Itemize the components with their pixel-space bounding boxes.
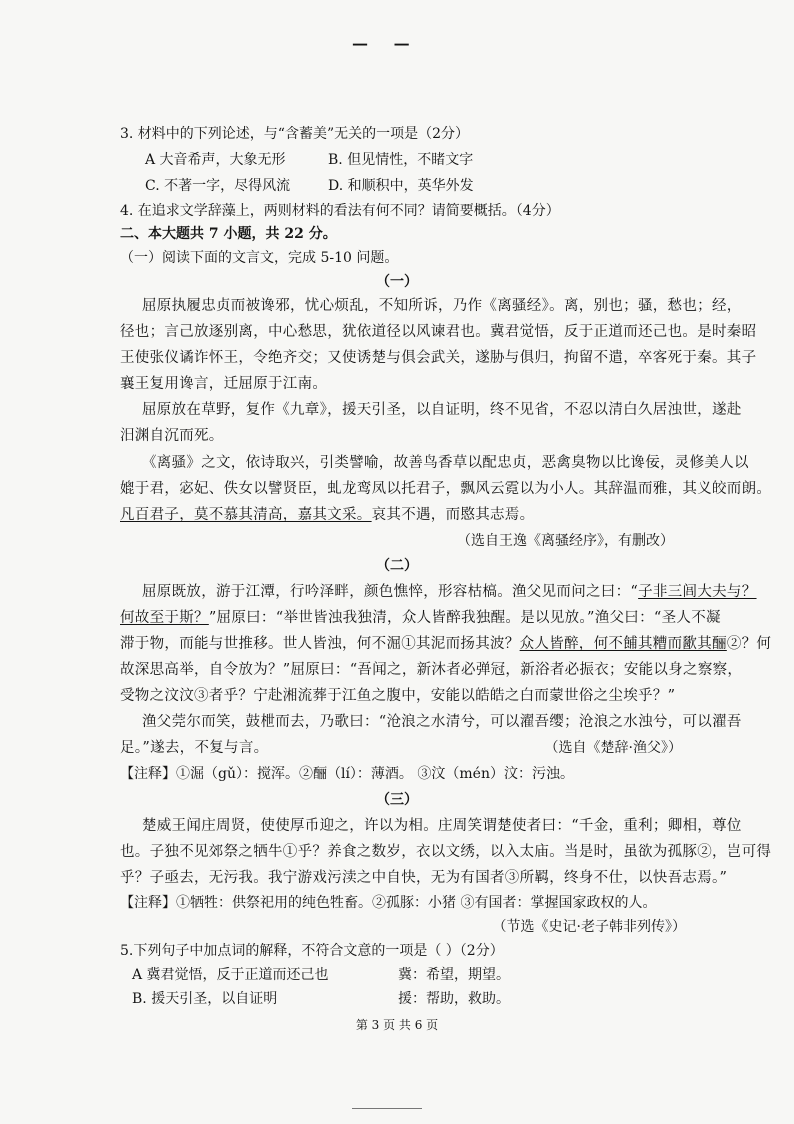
q3-stem: 3. 材料中的下列论述，与“含蓄美”无关的一项是（2分） <box>120 126 470 142</box>
passage2-text: 屈原既放，游于江潭，行吟泽畔，颜色憔悴，形容枯槁。渔父见而问之曰：“ <box>142 584 639 600</box>
passage2-line-5: 受物之汶汶③者乎？宁赴湘流葬于江鱼之腹中，安能以皓皓之白而蒙世俗之尘埃乎？” <box>120 688 676 704</box>
passage3-notes: 【注释】①牺牲：供祭祀用的纯色牲畜。②孤豚：小猪 ③有国者：掌握国家政权的人。 <box>120 895 657 911</box>
q4-stem: 4. 在追求文学辞藻上，两则材料的看法有何不同？请简要概括。（4分） <box>120 203 560 219</box>
passage2-line-3 <box>120 634 771 654</box>
passage2-heading: （二） <box>376 558 418 574</box>
passage1-line: 屈原执履忠贞而被谗邪，忧心烦乱，不知所诉，乃作《离骚经》。离，别也；骚，愁也；经， <box>142 298 742 314</box>
passage2-text: ”屈原曰：“举世皆浊我独清，众人皆醉我独醒。是以见放。”渔父曰：“圣人不凝 <box>208 610 721 626</box>
q5-option-b-gloss: 援：帮助，救助。 <box>398 991 510 1007</box>
passage1-line: 王使张仪谲诈怀王，令绝齐交；又使诱楚与俱会武关，遂胁与俱归，拘留不遣，卒客死于秦。其子 <box>120 350 757 366</box>
passage2-underlined-phrase: 子非三闾大夫与？ <box>638 584 757 600</box>
passage1-last-line-rest: 哀其不遇，而愍其志焉。 <box>371 507 535 523</box>
q5-option-b-text: B. 援天引圣，以自证明 <box>132 991 278 1007</box>
passage1-line: 媲于君，宓妃、佚女以譬贤臣，虬龙鸾凤以托君子，飘风云霓以为小人。其辞温而雅，其义皎而朗。 <box>120 481 772 497</box>
subsection1-title: （一）阅读下面的文言文，完成 5-10 问题。 <box>120 250 399 266</box>
passage1-last-line <box>120 505 534 525</box>
passage2-line-1 <box>142 582 757 602</box>
header-mark: — — <box>352 34 420 53</box>
passage2-text: ②？何 <box>726 636 772 652</box>
passage2-line-2 <box>120 608 721 628</box>
passage1-line: 屈原放在草野，复作《九章》，援天引圣，以自证明，终不见省，不忍以清白久居浊世，遂赴 <box>142 402 742 418</box>
q3-option-b: B. 但见情性，不睹文字 <box>328 152 474 168</box>
q5-option-a-text: A 冀君觉悟，反于正道而还己也 <box>132 967 329 983</box>
passage1-line: 径也；言己放逐别离，中心愁思，犹依道径以风谏君也。冀君觉悟，反于正道而还己也。是时秦昭 <box>120 324 757 340</box>
q3-option-a: A 大音希声，大象无形 <box>145 152 286 168</box>
passage3-heading: （三） <box>376 792 418 808</box>
passage1-underlined-phrase: 凡百君子，莫不慕其清高，嘉其文采。 <box>120 507 372 523</box>
passage1-source: （选自王逸《离骚经序》，有删改） <box>457 533 674 549</box>
passage2-text: 滞于物，而能与世推移。世人皆浊，何不淈①其泥而扬其波？ <box>120 636 520 652</box>
passage2-underlined-phrase: 何故至于斯？ <box>120 610 209 626</box>
q5-stem: 5.下列句子中加点词的解释，不符合文意的一项是（ ）（2分） <box>120 943 504 959</box>
passage3-line-2: 也。子独不见郊祭之牺牛①乎？养食之数岁，衣以文绣，以入太庙。当是时，虽欲为孤豚②，岂可得 <box>120 844 772 860</box>
passage1-line: 襄王复用谗言，迁屈原于江南。 <box>120 376 328 392</box>
passage2-underlined-phrase: 众人皆醉，何不餔其糟而歠其酾 <box>519 636 727 652</box>
passage2-line-4: 故深思高举，自令放为？”屈原曰：“吾闻之，新沐者必弹冠，新浴者必振衣；安能以身之察察， <box>120 662 743 678</box>
passage1-line: 《离骚》之文，依诗取兴，引类譬喻，故善鸟香草以配忠贞，恶禽臭物以比谗佞，灵修美人以 <box>142 455 749 471</box>
passage3-line-1: 楚威王闻庄周贤，使使厚币迎之，许以为相。庄周笑谓楚使者曰：“千金，重利；卿相，尊位 <box>142 818 742 834</box>
passage2-line-6: 渔父莞尔而笑，鼓枻而去，乃歌曰：“沧浪之水清兮，可以濯吾缨；沧浪之水浊兮，可以濯吾 <box>142 714 742 730</box>
q5-option-a-gloss: 冀：希望，期望。 <box>398 967 510 983</box>
section2-title: 二、本大题共 7 小题，共 22 分。 <box>120 226 337 242</box>
passage1-line: 汨渊自沉而死。 <box>120 428 224 444</box>
passage2-line-7: 足。”遂去，不复与言。 <box>120 740 269 756</box>
page-footer: 第 3 页 共 6 页 <box>355 1018 439 1032</box>
q3-option-d: D. 和顺积中，英华外发 <box>328 178 474 194</box>
bottom-divider <box>352 1108 422 1109</box>
passage3-source: （节选《史记·老子韩非列传》） <box>492 919 686 935</box>
passage1-heading: （一） <box>376 274 418 290</box>
passage3-line-3: 乎？子亟去，无污我。我宁游戏污渎之中自快，无为有国者③所羁，终身不仕，以快吾志焉。” <box>120 870 728 886</box>
q3-option-c: C. 不著一字，尽得风流 <box>145 178 291 194</box>
passage2-notes: 【注释】①淈（gǔ）：搅浑。②酾（lí）：薄酒。 ③汶（mén）汶：污浊。 <box>120 766 574 782</box>
passage2-source: （选自《楚辞·渔父》） <box>544 740 682 756</box>
